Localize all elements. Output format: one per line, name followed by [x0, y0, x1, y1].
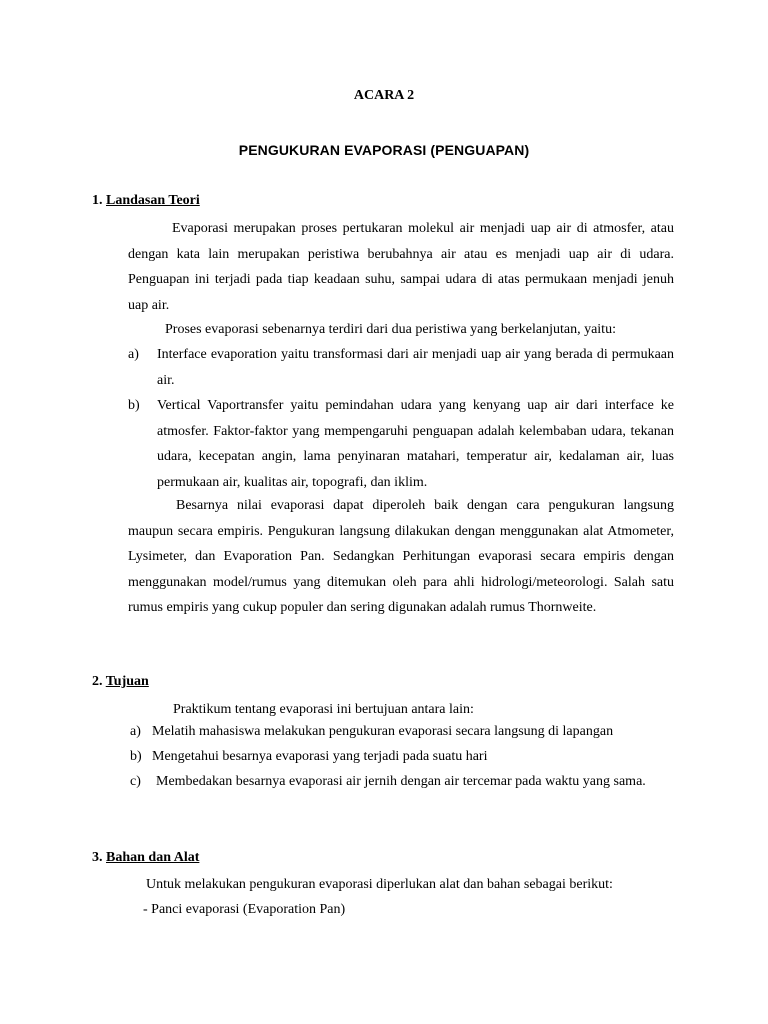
list-item-panci-evaporasi: - Panci evaporasi (Evaporation Pan)	[143, 902, 346, 917]
list-item	[128, 342, 674, 393]
list-item	[130, 769, 674, 795]
section-title: Bahan dan Alat	[106, 850, 200, 865]
list-marker: a)	[130, 724, 141, 739]
list-marker: b)	[130, 749, 142, 764]
section-title: Tujuan	[105, 674, 149, 689]
section-heading-landasan-teori	[92, 193, 200, 209]
list-item	[128, 393, 674, 495]
paragraph-bahan-intro: Untuk melakukan pengukuran evaporasi diperlukan alat dan bahan sebagai berikut:	[146, 877, 613, 892]
list-marker: b)	[128, 398, 140, 413]
page-title: PENGUKURAN EVAPORASI (PENGUAPAN)	[238, 142, 530, 158]
paragraph-tujuan-intro: Praktikum tentang evaporasi ini bertujuan antara lain:	[173, 702, 474, 717]
list-text: Membedakan besarnya evaporasi air jernih dengan air tercemar pada waktu yang sama.	[156, 774, 646, 789]
list-text: Mengetahui besarnya evaporasi yang terjadi pada suatu hari	[152, 749, 488, 764]
list-item	[130, 719, 674, 745]
list-item	[130, 744, 674, 770]
list-marker: c)	[130, 774, 141, 789]
paragraph-proses-evaporasi: Proses evaporasi sebenarnya terdiri dari dua peristiwa yang berkelanjutan, yaitu:	[165, 322, 616, 337]
section-number: 2.	[92, 674, 103, 689]
section-number: 3.	[92, 850, 103, 865]
section-heading-tujuan	[92, 674, 149, 690]
list-marker: a)	[128, 347, 139, 362]
paragraph-evaporasi-definition: Evaporasi merupakan proses pertukaran molekul air menjadi uap air di atmosfer, atau dengan kata lain merupakan peristiwa berubahnya air atau es menjadi uap air di udara. Penguapan ini terjadi pada tiap keadaan suhu, sampai udara di atas permukaan menjadi jenuh uap air.	[128, 221, 674, 313]
list-text: Interface evaporation yaitu transformasi dari air menjadi uap air yang berada di permukaan air.	[157, 347, 674, 388]
section-heading-bahan-dan-alat	[92, 850, 199, 866]
section-title: Landasan Teori	[106, 193, 200, 208]
chapter-label: ACARA 2	[353, 88, 415, 103]
list-text: Vertical Vaportransfer yaitu pemindahan udara yang kenyang uap air dari interface ke atmosfer. Faktor-faktor yang mempengaruhi penguapan adalah kelembaban udara, tekanan udara, kecepatan angin, lama penyinaran matahari, temperatur air, kedalaman air, luas permukaan air, kualitas air, topografi, dan iklim.	[157, 398, 674, 490]
list-text: Melatih mahasiswa melakukan pengukuran evaporasi secara langsung di lapangan	[152, 724, 614, 739]
section-number: 1.	[92, 193, 103, 208]
paragraph-besarnya-nilai: Besarnya nilai evaporasi dapat diperoleh baik dengan cara pengukuran langsung maupun secara empiris. Pengukuran langsung dilakukan dengan menggunakan alat Atmometer, Lysimeter, dan Evaporation Pan. Sedangkan Perhitungan evaporasi secara empiris dengan menggunakan model/rumus yang ditemukan oleh para ahli hidrologi/meteorologi. Salah satu rumus empiris yang cukup populer dan sering digunakan adalah rumus Thornweite.	[128, 498, 674, 615]
